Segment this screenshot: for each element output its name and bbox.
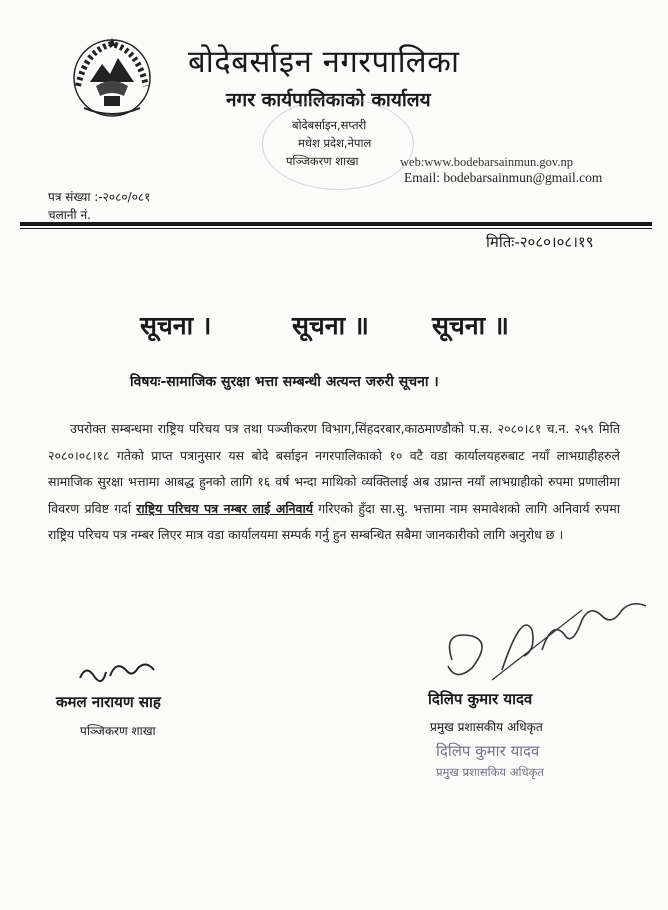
address-line-1: बोदेबर्साइन,सप्तरी (292, 118, 367, 132)
notice-heading-1: सूचना । (140, 311, 212, 340)
section-name: पञ्जिकरण शाखा (286, 154, 359, 168)
address-line-2: मधेश प्रदेश,नेपाल (298, 136, 372, 150)
header-divider (20, 222, 652, 226)
office-name: बोदेबर्साइन नगरपालिका (188, 44, 460, 80)
notice-heading-3: सूचना ॥ (432, 311, 509, 340)
municipality-emblem-icon (66, 36, 158, 120)
header-divider-thin (20, 228, 652, 229)
body-emphasis: राष्ट्रिय परिचय पत्र नम्बर लाई अनिवार्य (136, 500, 313, 516)
left-signatory-name: कमल नारायण साह (56, 693, 161, 711)
body-text-part-1: उपरोक्त सम्बन्धमा राष्ट्रिय परिचय पत्र तथा पञ्जीकरण विभाग,सिंहदरबार,काठमाण्डौको प.स. २०८०।८१ च.न. २५९ मिति २०८०।०८।१८ गतेको प्राप्त पत्रानुसार यस बोदे बर्साइन नगरपालिकाको १० वटै वडा कार्यालयहरुबाट नयाँ लाभग्राहीहरुले सामाजिक सुरक्षा भत्तामा आबद्ध हुनको लागि १६ वर्ष भन्दा माथिको व्यक्तिलाई अब उप्रान्त नयाँ लाभग्राहीको रुपमा प्रणालीमा विवरण प्रविष्ट गर्दा (48, 421, 620, 516)
right-signature (432, 590, 662, 690)
right-signatory-role: प्रमुख प्रशासकीय अधिकृत (430, 720, 543, 734)
body-text-part-2: गरिएको हुँदा सा.सु. भत्तामा नाम समावेशको लागि अनिवार्य रुपमा राष्ट्रिय परिचय पत्र नम्बर लिएर मात्र वडा कार्यालयमा सम्पर्क गर्नु हुन सम्बन्धित सबैमा जानकारीको लागि अनुरोध छ । (48, 500, 620, 542)
notice-heading-2: सूचना ॥ (292, 311, 369, 340)
notice-body (48, 416, 620, 549)
email-text: Email: bodebarsainmun@gmail.com (404, 170, 603, 185)
left-signature (76, 656, 160, 686)
website-text: web:www.bodebarsainmun.gov.np (400, 155, 573, 169)
left-signatory-role: पञ्जिकरण शाखा (80, 724, 156, 738)
dispatch-number: चलानी नं. (48, 208, 91, 222)
office-subtitle: नगर कार्यपालिकाको कार्यालय (226, 89, 431, 111)
letter-date: मितिः-२०८०।०८।१९ (486, 233, 594, 251)
stamp-signatory-role: प्रमुख प्रशासकिय अधिकृत (436, 765, 544, 779)
subject-line: विषयः-सामाजिक सुरक्षा भत्ता सम्बन्धी अत्यन्त जरुरी सूचना । (130, 374, 439, 390)
right-signatory-name: दिलिप कुमार यादव (428, 690, 533, 708)
letter-number: पत्र संख्या :-२०८०/०८१ (48, 190, 151, 204)
stamp-signatory-name: दिलिप कुमार यादव (436, 742, 540, 760)
